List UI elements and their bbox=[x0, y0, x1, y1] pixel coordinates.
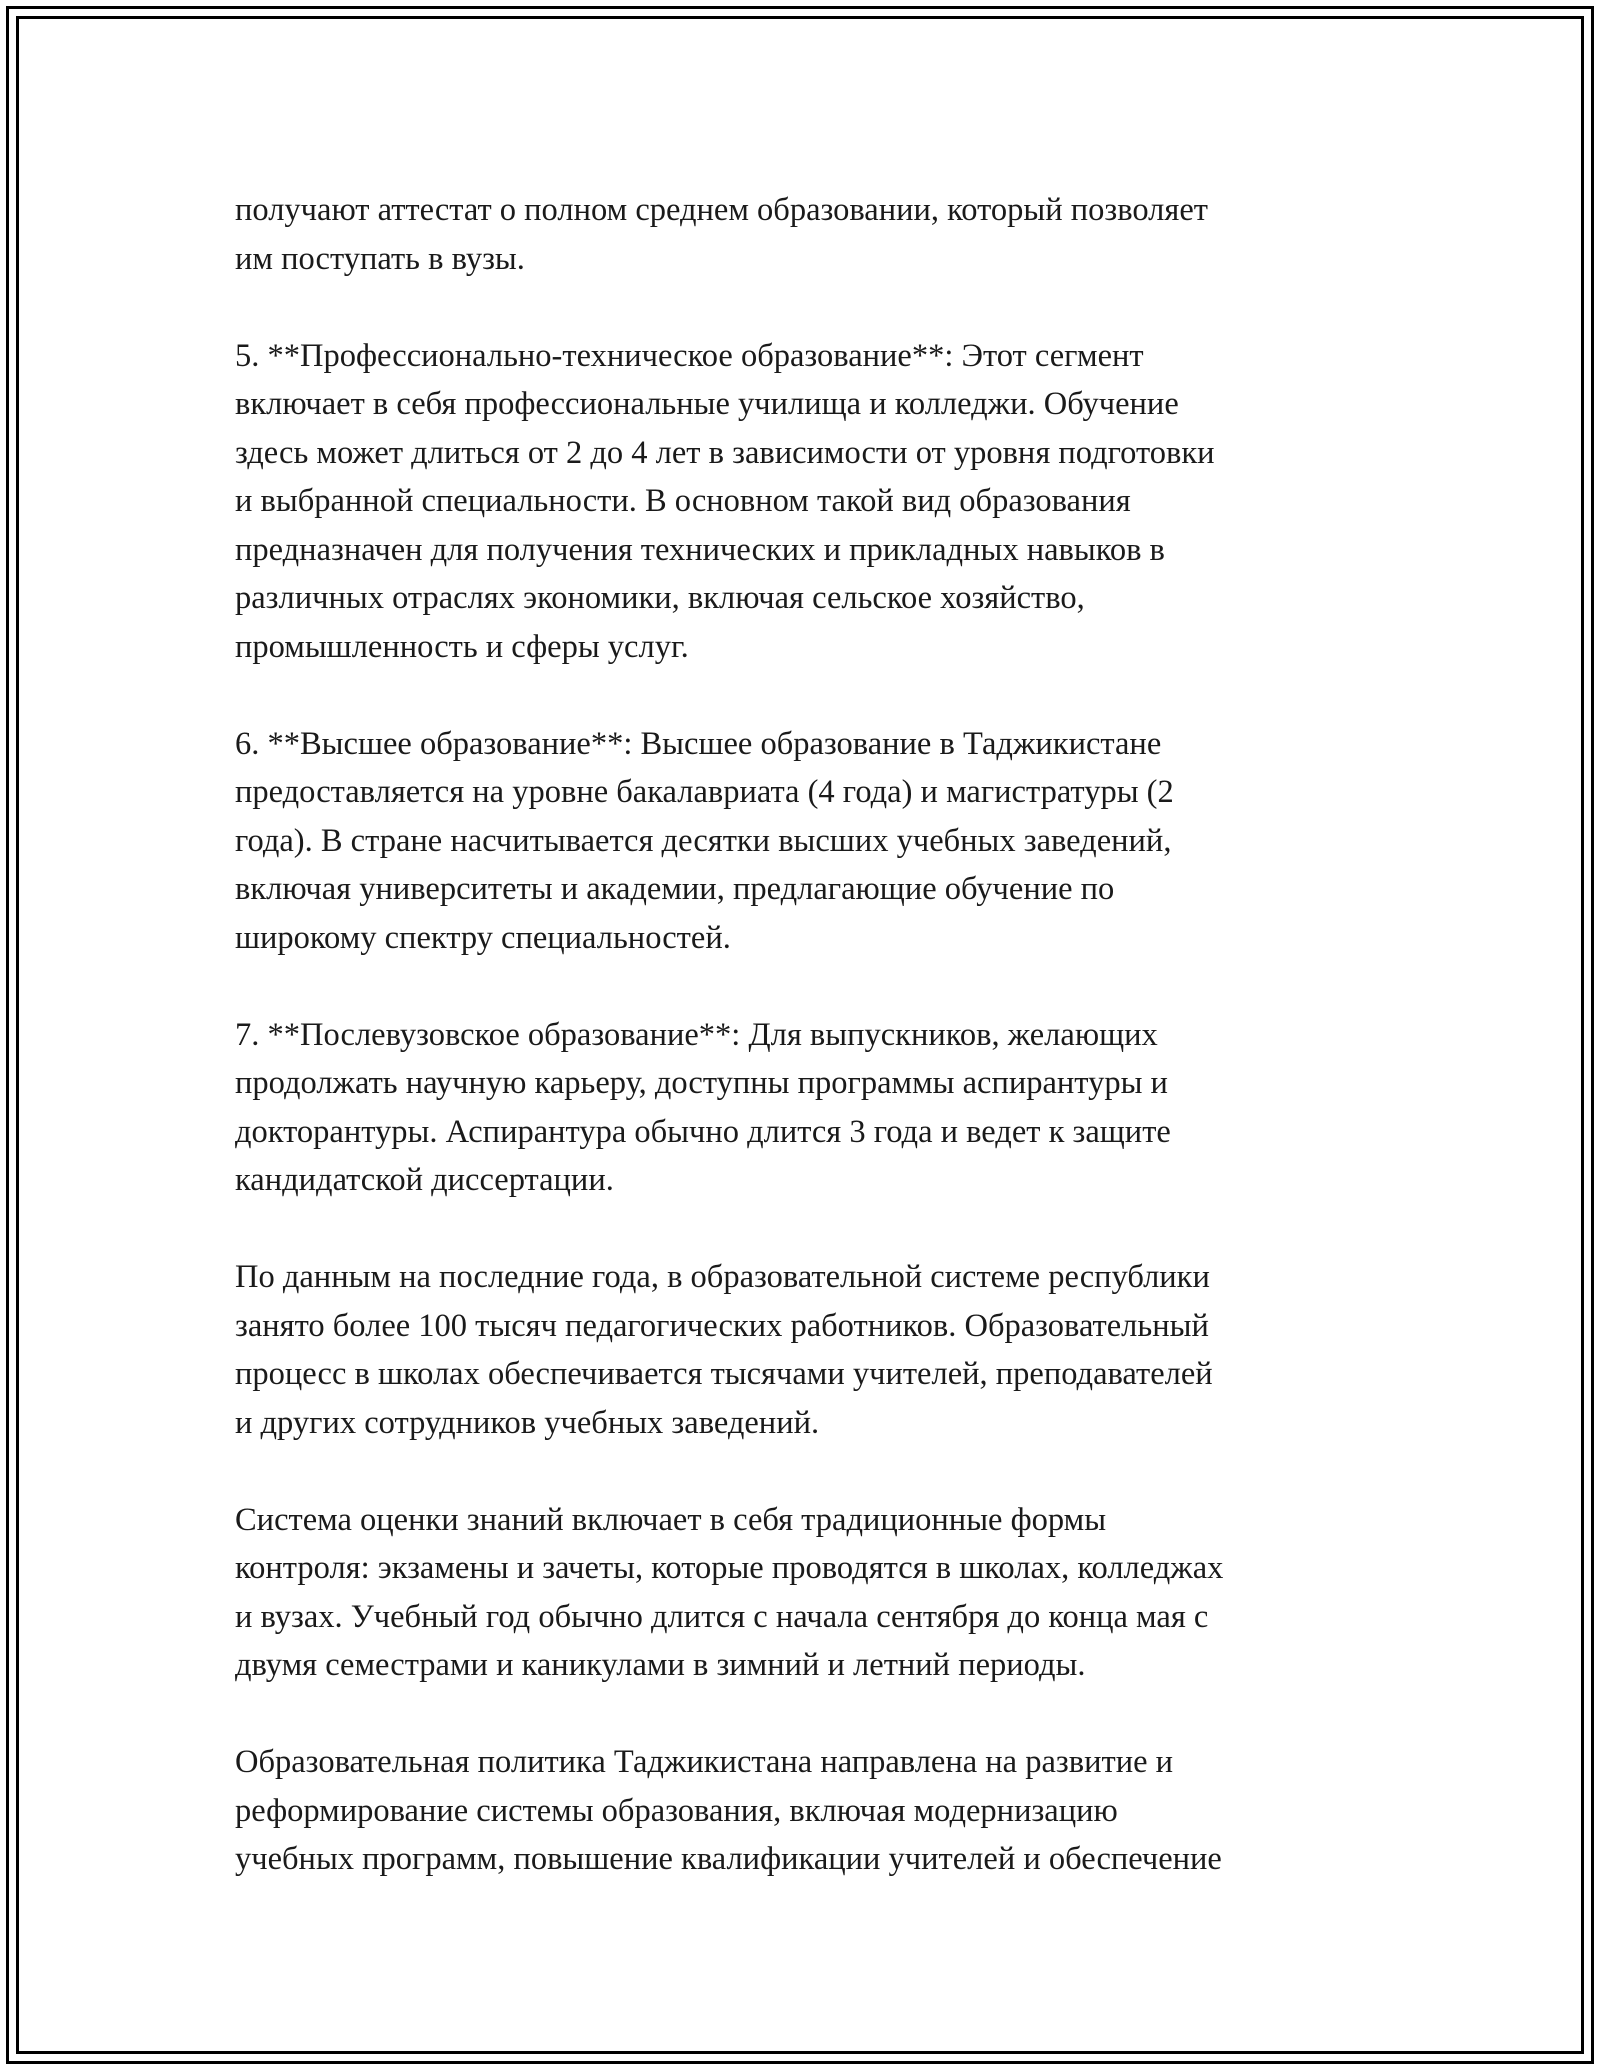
paragraph-postgraduate-education bbox=[235, 1011, 1385, 1205]
text-line: получают аттестат о полном среднем образовании, который позволяет bbox=[235, 192, 1208, 228]
text-line: промышленность и сферы услуг. bbox=[235, 628, 689, 665]
text-line: здесь может длиться от 2 до 4 лет в зависимости от уровня подготовки bbox=[235, 434, 1215, 471]
text-line: включает в себя профессиональные училища и колледжи. Обучение bbox=[235, 386, 1179, 422]
text-line: кандидатской диссертации. bbox=[235, 1162, 614, 1198]
document-body bbox=[235, 186, 1385, 1932]
text-line: 7. **Послевузовское образование**: Для выпускников, желающих bbox=[235, 1016, 1158, 1053]
paragraph-teaching-staff bbox=[235, 1253, 1385, 1447]
text-line: им поступать в вузы. bbox=[235, 240, 525, 277]
paragraph-continuation bbox=[235, 186, 1385, 283]
text-line: учебных программ, повышение квалификации учителей и обеспечение bbox=[235, 1841, 1222, 1877]
text-line: По данным на последние года, в образовательной системе республики bbox=[235, 1259, 1210, 1295]
paragraph-higher-education bbox=[235, 720, 1385, 963]
text-line: предоставляется на уровне бакалавриата (4 года) и магистратуры (2 bbox=[235, 774, 1174, 810]
text-line: включая университеты и академии, предлагающие обучение по bbox=[235, 871, 1115, 907]
text-line: Образовательная политика Таджикистана направлена на развитие и bbox=[235, 1744, 1174, 1780]
text-line: процесс в школах обеспечивается тысячами учителей, преподавателей bbox=[235, 1356, 1213, 1392]
text-line: 6. **Высшее образование**: Высшее образование в Таджикистане bbox=[235, 725, 1162, 762]
text-line: различных отраслях экономики, включая сельское хозяйство, bbox=[235, 580, 1085, 616]
text-line: широкому спектру специальностей. bbox=[235, 919, 731, 956]
text-line: 5. **Профессионально-техническое образование**: Этот сегмент bbox=[235, 337, 1144, 374]
text-line: реформирование системы образования, включая модернизацию bbox=[235, 1792, 1118, 1829]
text-line: и вузах. Учебный год обычно длится с начала сентября до конца мая с bbox=[235, 1598, 1209, 1635]
text-line: года). В стране насчитывается десятки высших учебных заведений, bbox=[235, 822, 1172, 859]
text-line: Система оценки знаний включает в себя традиционные формы bbox=[235, 1501, 1107, 1538]
text-line: занято более 100 тысяч педагогических работников. Образовательный bbox=[235, 1307, 1209, 1344]
text-line: докторантуры. Аспирантура обычно длится 3 года и ведет к защите bbox=[235, 1113, 1171, 1150]
text-line: двумя семестрами и каникулами в зимний и летний периоды. bbox=[235, 1647, 1086, 1683]
paragraph-assessment-system bbox=[235, 1496, 1385, 1690]
text-line: предназначен для получения технических и прикладных навыков в bbox=[235, 531, 1165, 568]
text-line: продолжать научную карьеру, доступны программы аспирантуры и bbox=[235, 1065, 1168, 1101]
paragraph-education-policy bbox=[235, 1738, 1385, 1884]
text-line: контроля: экзамены и зачеты, которые проводятся в школах, колледжах bbox=[235, 1550, 1224, 1586]
text-line: и других сотрудников учебных заведений. bbox=[235, 1404, 820, 1441]
text-line: и выбранной специальности. В основном такой вид образования bbox=[235, 483, 1131, 519]
paragraph-vocational-education bbox=[235, 332, 1385, 672]
